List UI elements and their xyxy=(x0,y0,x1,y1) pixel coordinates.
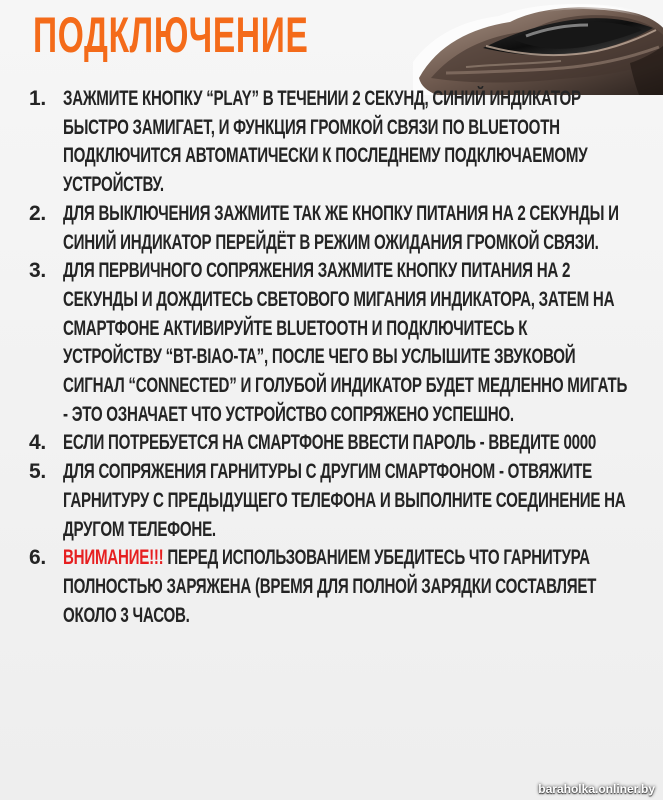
instruction-number: 1. xyxy=(29,87,46,110)
page-title: ПОДКЛЮЧЕНИЕ xyxy=(33,7,309,63)
instruction-item-4 xyxy=(14,429,654,458)
instruction-text: ЕСЛИ ПОТРЕБУЕТСЯ НА СМАРТФОНЕ ВВЕСТИ ПАРОЛЬ - ВВЕДИТЕ 0000 xyxy=(63,431,597,455)
instruction-number: 5. xyxy=(29,460,46,484)
instruction-item-1 xyxy=(14,85,654,200)
instructions-list xyxy=(14,85,654,630)
warning-label: ВНИМАНИЕ!!! xyxy=(63,546,164,570)
instruction-text: ДЛЯ СОПРЯЖЕНИЯ ГАРНИТУРЫ С ДРУГИМ СМАРТФОНОМ - ОТВЯЖИТЕ ГАРНИТУРУ С ПРЕДЫДУЩЕГО ТЕЛЕФОНА И ВЫПОЛНИТЕ СОЕДИНЕНИЕ НА ДРУГОМ ТЕЛЕФОНЕ. xyxy=(63,460,626,541)
instruction-number: 2. xyxy=(29,201,46,225)
car-top-view-icon xyxy=(413,0,663,95)
instruction-number: 4. xyxy=(29,431,46,455)
instruction-item-3 xyxy=(14,257,654,429)
instruction-text: ПЕРЕД ИСПОЛЬЗОВАНИЕМ УБЕДИТЕСЬ ЧТО ГАРНИТУРА ПОЛНОСТЬЮ ЗАРЯЖЕНА (ВРЕМЯ ДЛЯ ПОЛНОЙ ЗАРЯДКИ СОСТАВЛЯЕТ ОКОЛО 3 ЧАСОВ. xyxy=(63,546,597,627)
instruction-text: ДЛЯ ПЕРВИЧНОГО СОПРЯЖЕНИЯ ЗАЖМИТЕ КНОПКУ ПИТАНИЯ НА 2 СЕКУНДЫ И ДОЖДИТЕСЬ СВЕТОВОГО МИГАНИЯ ИНДИКАТОРА, ЗАТЕМ НА СМАРТФОНЕ АКТИВИРУЙТЕ BLUETOOTH И ПОДКЛЮЧИТЕСЬ К УСТРОЙСТВУ “BT-BIAO-TA”, ПОСЛЕ ЧЕГО ВЫ УСЛЫШИТЕ ЗВУКОВОЙ СИГНАЛ “CONNECTED” И ГОЛУБОЙ ИНДИКАТОР БУДЕТ МЕДЛЕННО МИГАТЬ - ЭТО ОЗНАЧАЕТ ЧТО УСТРОЙСТВО СОПРЯЖЕНО УСПЕШНО. xyxy=(63,259,628,426)
instruction-item-6 xyxy=(14,544,654,630)
instruction-text: ДЛЯ ВЫКЛЮЧЕНИЯ ЗАЖМИТЕ ТАК ЖЕ КНОПКУ ПИТАНИЯ НА 2 СЕКУНДЫ И СИНИЙ ИНДИКАТОР ПЕРЕЙДЁТ В РЕЖИМ ОЖИДАНИЯ ГРОМКОЙ СВЯЗИ. xyxy=(63,201,619,254)
site-watermark: baraholka.onliner.by xyxy=(538,782,655,796)
instruction-item-5 xyxy=(14,458,654,544)
instruction-text: ЗАЖМИТЕ КНОПКУ “PLAY” В ТЕЧЕНИИ 2 СЕКУНД, СИНИЙ ИНДИКАТОР БЫСТРО ЗАМИГАЕТ, И ФУНКЦИЯ ГРОМКОЙ СВЯЗИ ПО BLUETOOTH ПОДКЛЮЧИТСЯ АВТОМАТИЧЕСКИ К ПОСЛЕДНЕМУ ПОДКЛЮЧАЕМОМУ УСТРОЙСТВУ. xyxy=(63,87,588,197)
instruction-number: 6. xyxy=(29,546,46,570)
instruction-item-2 xyxy=(14,200,654,257)
instruction-text-with-warning xyxy=(63,544,628,630)
instruction-number: 3. xyxy=(29,259,46,283)
